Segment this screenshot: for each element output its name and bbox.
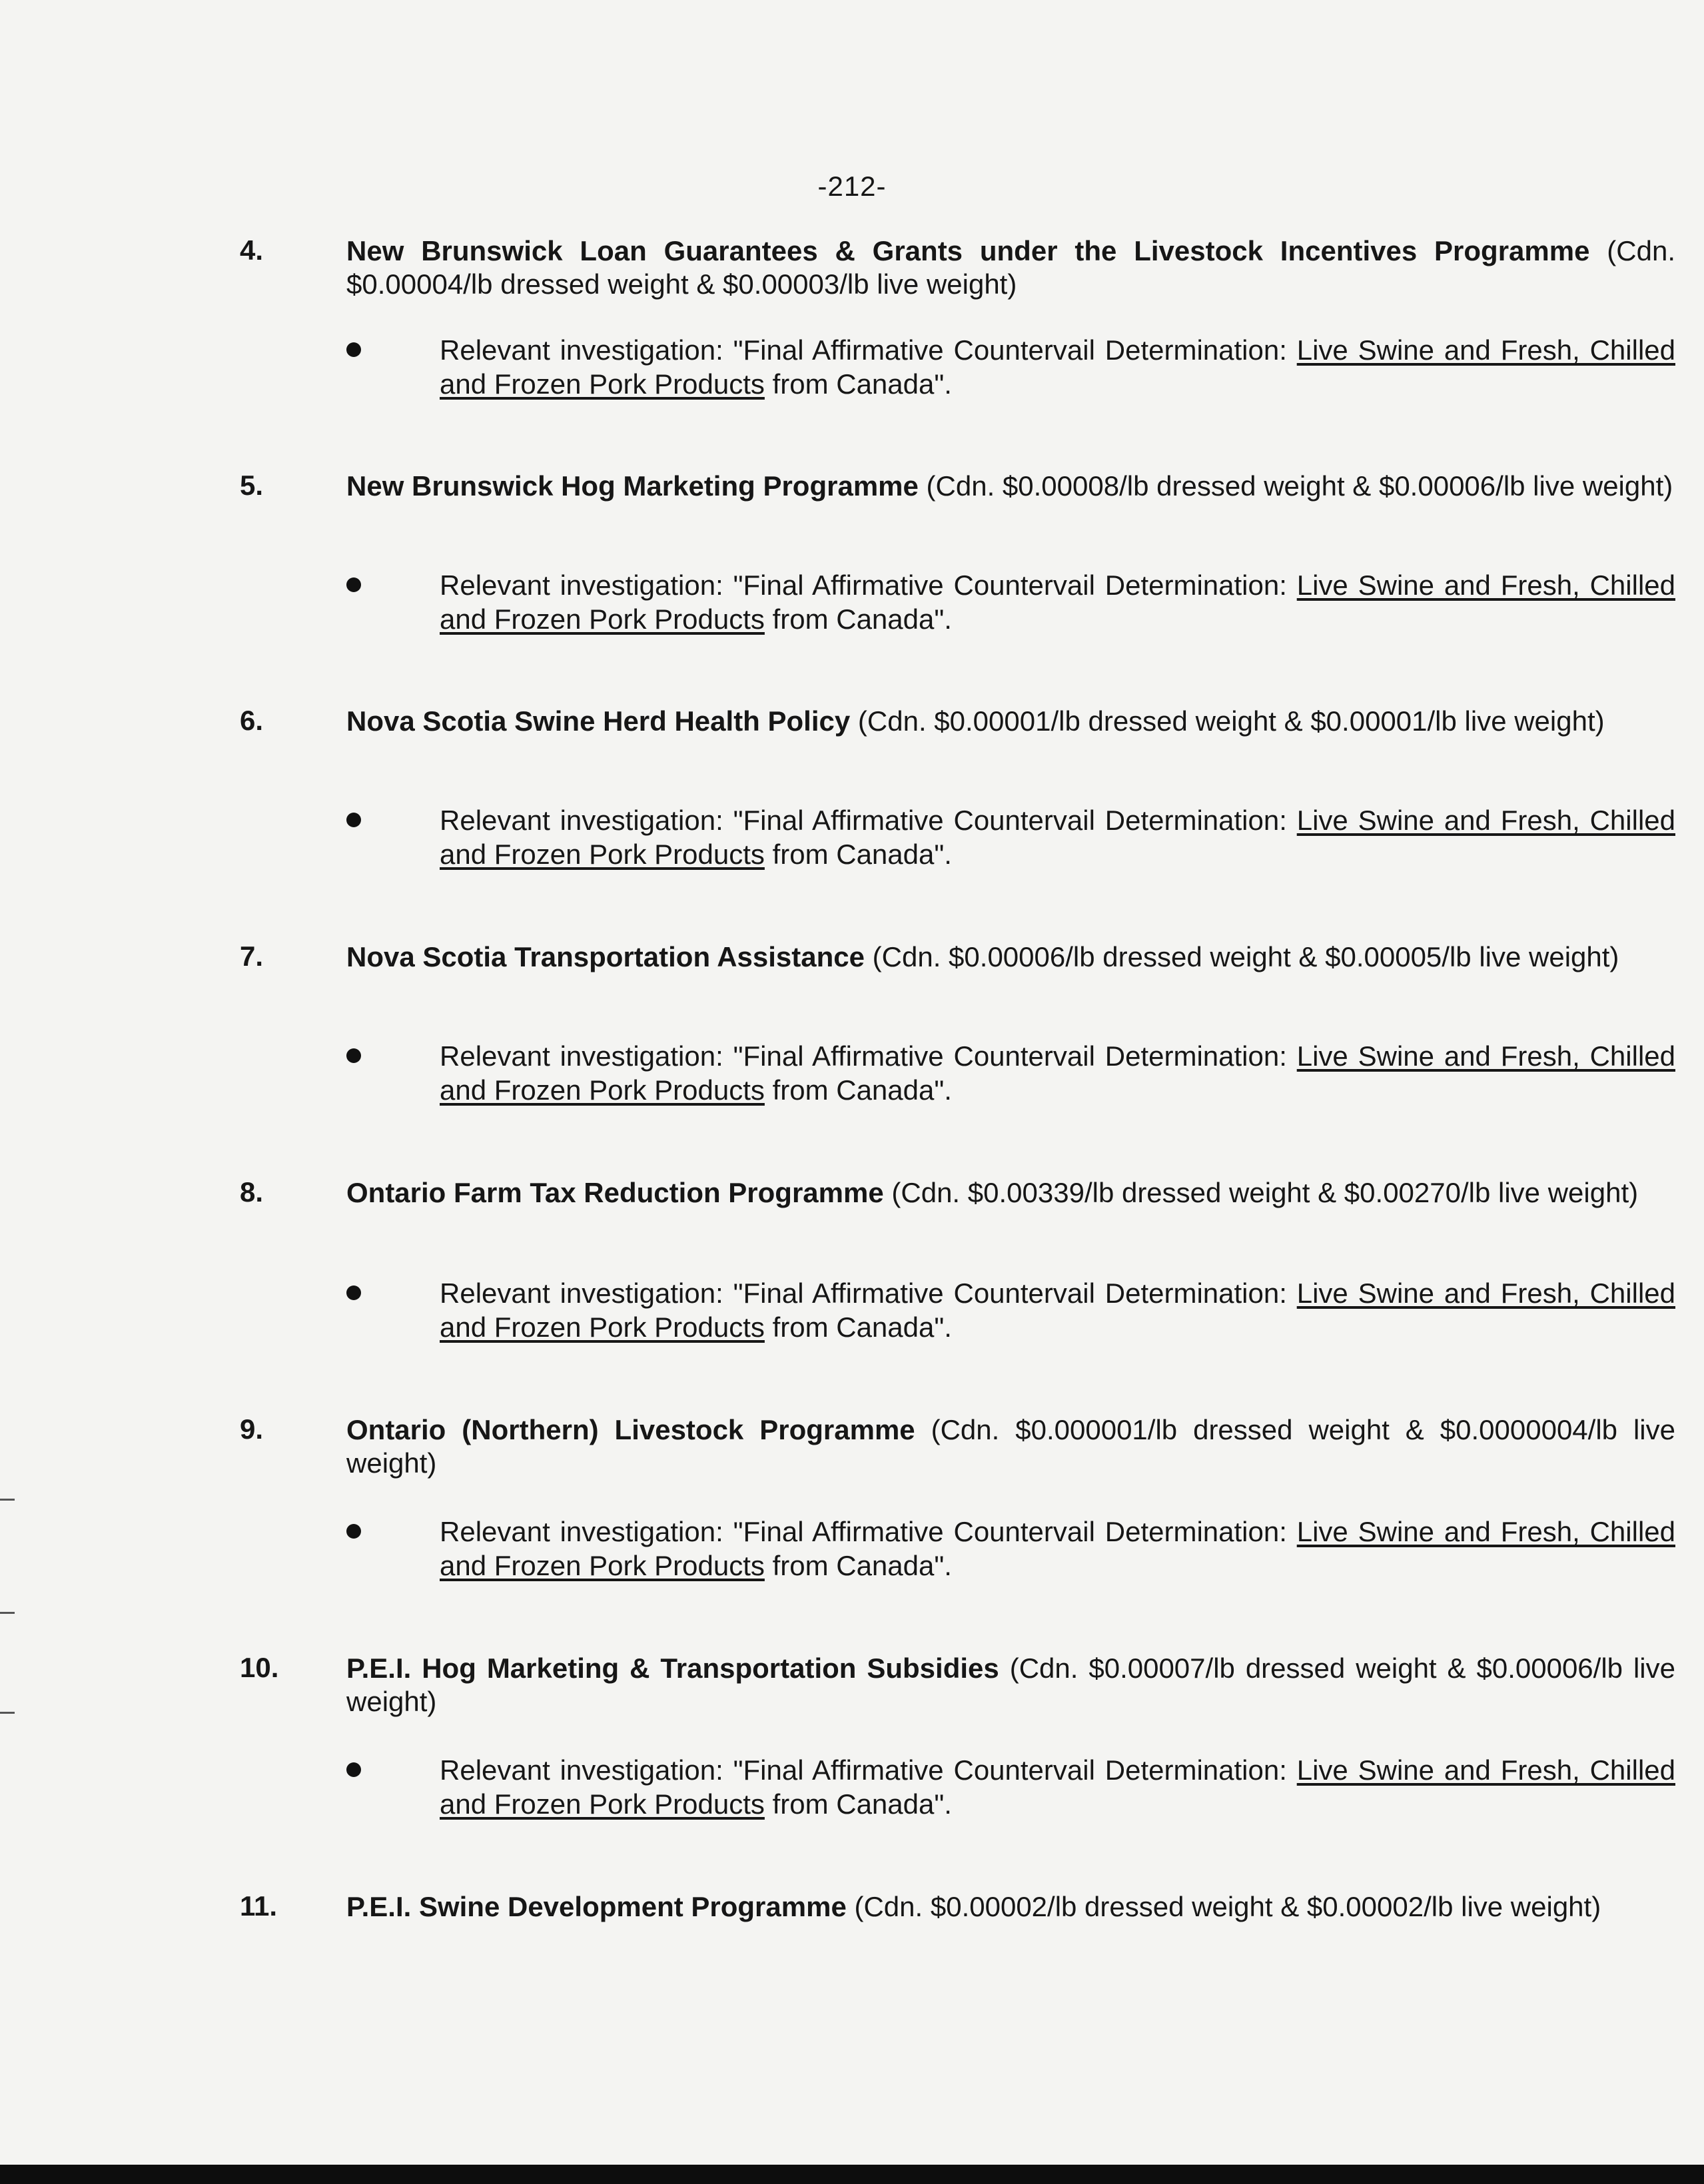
item-title-rest: (Cdn. $0.00001/lb dressed weight & $0.00001/lb live weight) bbox=[850, 705, 1605, 737]
bullet-icon bbox=[346, 813, 361, 827]
bullet-underlined: Live Swine and Fresh, Chilled and Frozen Pork Products bbox=[440, 569, 1675, 635]
bullet-icon bbox=[346, 1524, 361, 1539]
item-title bbox=[346, 1652, 1675, 1718]
bullet-underlined: Live Swine and Fresh, Chilled and Frozen Pork Products bbox=[440, 1516, 1675, 1581]
item-title-bold: P.E.I. Hog Marketing & Transportation Subsidies bbox=[346, 1652, 999, 1684]
page-number: -212- bbox=[817, 171, 887, 202]
item-title-bold: Ontario Farm Tax Reduction Programme bbox=[346, 1177, 884, 1208]
item-title-rest: (Cdn. $0.00339/lb dressed weight & $0.00270/lb live weight) bbox=[883, 1177, 1639, 1208]
bullet-text bbox=[440, 1276, 1675, 1344]
item-title-rest: (Cdn. $0.00008/lb dressed weight & $0.00006/lb live weight) bbox=[918, 470, 1673, 502]
item-title bbox=[346, 1413, 1675, 1480]
bullet-prefix: Relevant investigation: "Final Affirmative Countervail Determination: bbox=[440, 1040, 1297, 1072]
item-number: 9. bbox=[240, 1413, 264, 1445]
bullet-underlined: Live Swine and Fresh, Chilled and Frozen Pork Products bbox=[440, 1277, 1675, 1343]
bullet-suffix: from Canada". bbox=[764, 603, 952, 635]
bullet-icon bbox=[346, 1285, 361, 1300]
bullet-icon bbox=[346, 342, 361, 357]
bullet-prefix: Relevant investigation: "Final Affirmative Countervail Determination: bbox=[440, 1516, 1297, 1547]
item-title-bold: New Brunswick Hog Marketing Programme bbox=[346, 470, 919, 502]
bullet-suffix: from Canada". bbox=[764, 1788, 952, 1820]
item-number: 8. bbox=[240, 1176, 264, 1208]
item-title-rest: (Cdn. $0.00006/lb dressed weight & $0.00005/lb live weight) bbox=[865, 941, 1619, 972]
scan-bottom-edge bbox=[0, 2165, 1704, 2184]
bullet-suffix: from Canada". bbox=[764, 1074, 952, 1106]
item-title bbox=[346, 940, 1675, 974]
bullet-suffix: from Canada". bbox=[764, 1311, 952, 1343]
bullet-prefix: Relevant investigation: "Final Affirmative Countervail Determination: bbox=[440, 1754, 1297, 1786]
item-title-rest: (Cdn. $0.00002/lb dressed weight & $0.00002/lb live weight) bbox=[846, 1891, 1601, 1922]
item-title-bold: Ontario (Northern) Livestock Programme bbox=[346, 1414, 915, 1445]
bullet-suffix: from Canada". bbox=[764, 368, 952, 400]
item-title-bold: Nova Scotia Swine Herd Health Policy bbox=[346, 705, 851, 737]
item-title bbox=[346, 1890, 1675, 1924]
bullet-suffix: from Canada". bbox=[764, 1550, 952, 1581]
item-number: 6. bbox=[240, 705, 264, 736]
item-title-rest: (Cdn. $0.00004/lb dressed weight & $0.00003/lb live weight) bbox=[346, 235, 1676, 300]
item-title bbox=[346, 705, 1675, 738]
bullet-prefix: Relevant investigation: "Final Affirmative Countervail Determination: bbox=[440, 805, 1297, 836]
item-title bbox=[346, 234, 1675, 301]
bullet-icon bbox=[346, 1762, 361, 1777]
scan-mark bbox=[0, 1499, 15, 1501]
scan-mark bbox=[0, 1612, 15, 1614]
bullet-text bbox=[440, 803, 1675, 871]
item-title-rest: (Cdn. $0.000001/lb dressed weight & $0.0000004/lb live weight) bbox=[346, 1414, 1675, 1479]
item-number: 5. bbox=[240, 470, 264, 501]
bullet-text bbox=[440, 1753, 1675, 1821]
item-title-bold: P.E.I. Swine Development Programme bbox=[346, 1891, 847, 1922]
bullet-text bbox=[440, 333, 1675, 401]
bullet-suffix: from Canada". bbox=[764, 839, 952, 870]
bullet-prefix: Relevant investigation: "Final Affirmative Countervail Determination: bbox=[440, 569, 1297, 601]
item-title-rest: (Cdn. $0.00007/lb dressed weight & $0.00006/lb live weight) bbox=[346, 1652, 1675, 1717]
item-title-bold: New Brunswick Loan Guarantees & Grants under the Livestock Incentives Programme bbox=[346, 235, 1590, 266]
bullet-icon bbox=[346, 577, 361, 592]
bullet-text bbox=[440, 1039, 1675, 1107]
bullet-underlined: Live Swine and Fresh, Chilled and Frozen Pork Products bbox=[440, 805, 1675, 870]
bullet-prefix: Relevant investigation: "Final Affirmative Countervail Determination: bbox=[440, 1277, 1297, 1309]
item-number: 10. bbox=[240, 1652, 279, 1683]
bullet-text bbox=[440, 568, 1675, 636]
bullet-underlined: Live Swine and Fresh, Chilled and Frozen Pork Products bbox=[440, 1754, 1675, 1820]
item-title-bold: Nova Scotia Transportation Assistance bbox=[346, 941, 865, 972]
bullet-underlined: Live Swine and Fresh, Chilled and Frozen Pork Products bbox=[440, 1040, 1675, 1106]
item-number: 7. bbox=[240, 940, 264, 972]
bullet-prefix: Relevant investigation: "Final Affirmative Countervail Determination: bbox=[440, 334, 1297, 366]
item-title bbox=[346, 1176, 1675, 1210]
item-number: 11. bbox=[240, 1890, 278, 1922]
bullet-underlined: Live Swine and Fresh, Chilled and Frozen Pork Products bbox=[440, 334, 1675, 400]
scan-mark bbox=[0, 1712, 15, 1714]
item-title bbox=[346, 470, 1675, 503]
item-number: 4. bbox=[240, 234, 264, 266]
bullet-icon bbox=[346, 1048, 361, 1063]
bullet-text bbox=[440, 1515, 1675, 1583]
